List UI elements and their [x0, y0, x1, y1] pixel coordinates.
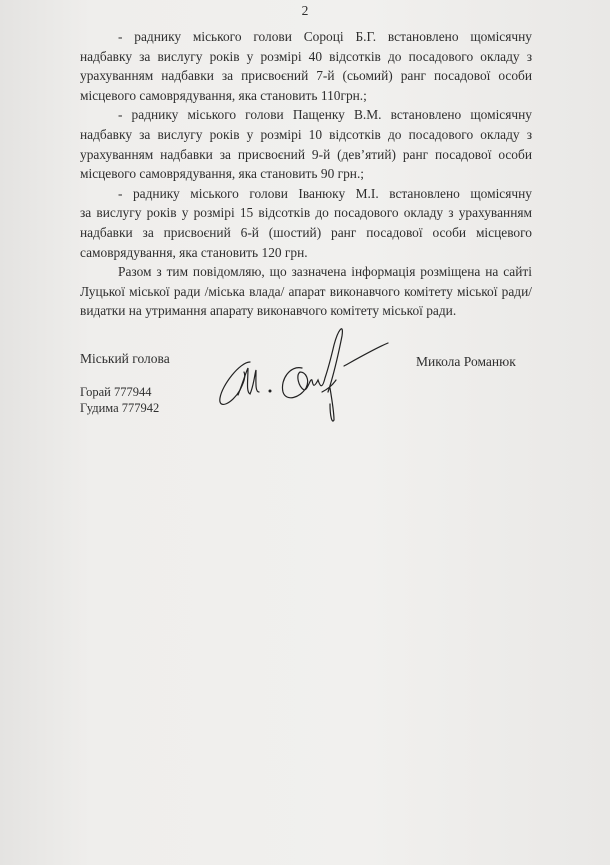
text-line: Луцької міської ради /міська влада/ апарат виконавчого комітету міської ради/ [80, 283, 532, 299]
text-line: надбавку за вислугу років у розмірі 10 відсотків до посадового окладу з [80, 126, 532, 142]
page-number: 2 [301, 3, 309, 18]
contact-line: Гудима 777942 [80, 401, 160, 415]
text-line: за вислугу років у розмірі 15 відсотків до посадового окладу з урахуванням [80, 205, 532, 221]
text-line: урахуванням надбавки за присвоєний 7-й (сьомий) ранг посадової особи [80, 68, 532, 84]
text-line: - раднику міського голови Пащенку В.М. встановлено щомісячну [118, 107, 532, 123]
contact-line: Горай 777944 [80, 385, 152, 399]
text-line: урахуванням надбавки за присвоєний 9-й (дев’ятий) ранг посадової особи [80, 146, 532, 162]
text-line: самоврядування, яка становить 120 грн. [80, 244, 308, 260]
text-line: місцевого самоврядування, яка становить 90 грн.; [80, 166, 365, 182]
signatory-position: Міський голова [80, 351, 170, 366]
text-line: надбавки за присвоєний 6-й (шостий) ранг посадової особи місцевого [80, 224, 532, 240]
text-line: - раднику міського голови Сороці Б.Г. встановлено щомісячну [118, 29, 532, 44]
text-line: місцевого самоврядування, яка становить 110грн.; [80, 87, 367, 103]
signatory-name: Микола Романюк [416, 354, 516, 369]
text-line: - раднику міського голови Іванюку М.І. встановлено щомісячну [118, 185, 532, 201]
text-line: надбавку за вислугу років у розмірі 40 відсотків до посадового окладу з [80, 48, 532, 64]
text-line: Разом з тим повідомляю, що зазначена інформація розміщена на сайті [118, 264, 532, 280]
text-line: видатки на утримання апарату виконавчого комітету міської ради. [80, 303, 457, 319]
